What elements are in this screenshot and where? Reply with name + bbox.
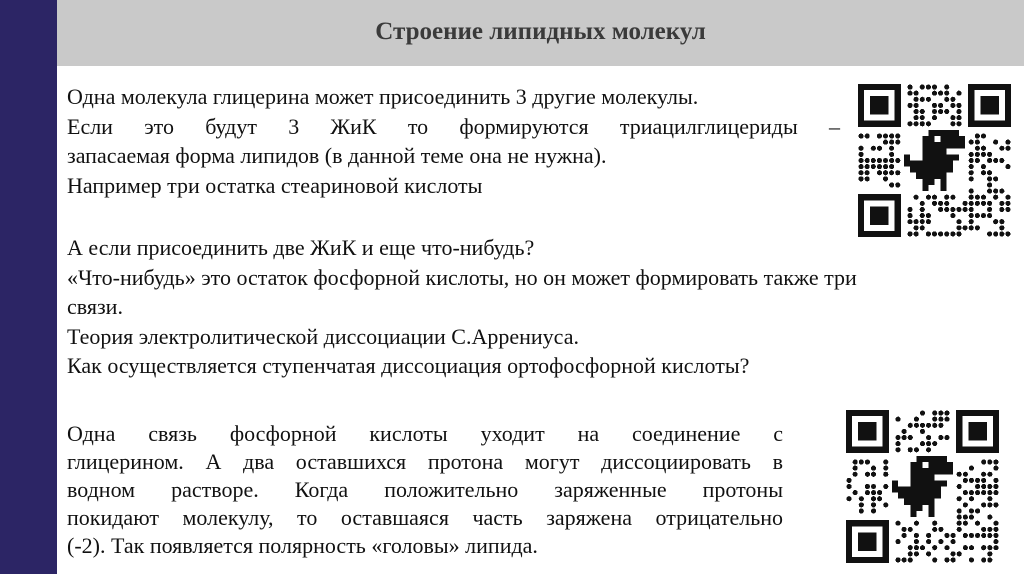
text-line: «Что-нибудь» это остаток фосфорной кислоты, но он может формировать также три: [67, 264, 857, 290]
text-line: Одна молекула глицерина может присоединить 3 другие молекулы.: [67, 84, 699, 109]
text-line: (-2). Так появляется полярность «головы» липида.: [67, 533, 538, 558]
qr-code-dino-icon: [858, 84, 1011, 237]
text-line: Например три остатка стеариновой кислоты: [67, 172, 483, 198]
text-line: Как осуществляется ступенчатая диссоциация ортофосфорной кислоты?: [67, 353, 750, 378]
paragraph-phosphoric: [67, 233, 997, 381]
text-line: связи.: [67, 294, 123, 319]
qr-code-dino-icon: [846, 410, 999, 563]
text-line: А если присоединить две ЖиК и еще что-нибудь?: [67, 235, 535, 260]
text-line: покидают молекулу, то оставшаяся часть заряжена отрицательно: [67, 505, 783, 530]
paragraph-glycerol: [67, 82, 840, 200]
text-line: водном растворе. Когда положительно заряженные протоны: [67, 477, 783, 502]
text-line: запасаемая форма липидов (в данной теме она не нужна).: [67, 143, 607, 168]
text-line: Теория электролитической диссоциации С.Аррениуса.: [67, 323, 579, 349]
text-line: Если это будут 3 ЖиК то формируются триацилглицериды –: [67, 113, 840, 139]
left-accent-bar: [0, 0, 57, 574]
slide-title: Строение липидных молекул: [375, 18, 706, 45]
text-line: глицерином. А два оставшихся протона могут диссоциировать в: [67, 449, 783, 474]
text-line: Одна связь фосфорной кислоты уходит на соединение с: [67, 421, 783, 446]
paragraph-polarity: [67, 420, 783, 560]
